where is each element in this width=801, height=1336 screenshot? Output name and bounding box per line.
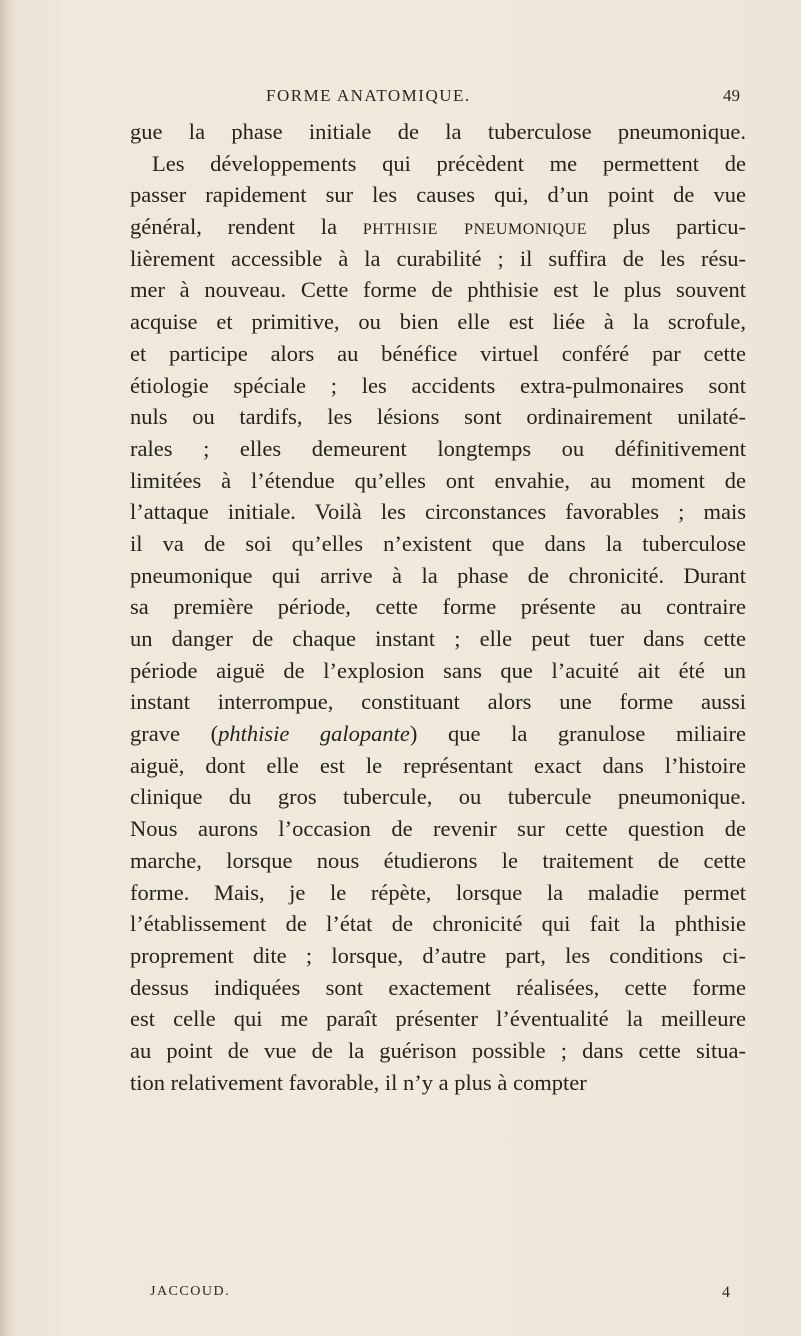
page-header bbox=[120, 86, 740, 110]
text-line: passer rapidement sur les causes qui, d’un point de vue bbox=[130, 182, 746, 208]
text-line: période aiguë de l’explosion sans que l’acuité ait été un bbox=[130, 657, 746, 683]
page-footer bbox=[150, 1284, 730, 1304]
smallcaps-term: phthisie pneumonique bbox=[362, 214, 588, 240]
text-line: pneumonique qui arrive à la phase de chronicité. Durant bbox=[130, 562, 746, 588]
running-head: FORME ANATOMIQUE. bbox=[266, 86, 471, 105]
text-line: proprement dite ; lorsque, d’autre part, les conditions ci- bbox=[130, 942, 746, 968]
text-segment: général, rendent la bbox=[130, 214, 363, 240]
signature-author: JACCOUD. bbox=[150, 1284, 231, 1299]
text-line: instant interrompue, constituant alors une forme aussi bbox=[130, 689, 746, 715]
signature-mark: 4 bbox=[722, 1284, 730, 1301]
text-line: rales ; elles demeurent longtemps ou définitivement bbox=[130, 435, 746, 461]
text-line: nuls ou tardifs, les lésions sont ordinairement unilaté- bbox=[130, 404, 746, 430]
text-line bbox=[130, 718, 746, 750]
text-line: tion relativement favorable, il n’y a plus à compter bbox=[130, 1069, 587, 1095]
text-line: gue la phase initiale de la tuberculose pneumonique. bbox=[130, 119, 746, 144]
text-line: Les développements qui précèdent me permettent de bbox=[152, 150, 746, 176]
text-line: mer à nouveau. Cette forme de phthisie est le plus souvent bbox=[130, 277, 746, 303]
text-line: dessus indiquées sont exactement réalisées, cette forme bbox=[130, 974, 746, 1000]
text-segment: grave ( bbox=[130, 721, 219, 747]
text-segment: ) que la granulose miliaire bbox=[409, 721, 746, 747]
text-line: Nous aurons l’occasion de revenir sur cette question de bbox=[130, 816, 746, 842]
text-line: est celle qui me paraît présenter l’éventualité la meilleure bbox=[130, 1006, 746, 1032]
body-text bbox=[130, 116, 746, 1098]
text-line: l’attaque initiale. Voilà les circonstances favorables ; mais bbox=[130, 499, 746, 525]
text-line: un danger de chaque instant ; elle peut tuer dans cette bbox=[130, 626, 746, 651]
text-line: au point de vue de la guérison possible ; dans cette situa- bbox=[130, 1037, 746, 1063]
text-segment: plus particu- bbox=[587, 214, 746, 240]
text-line: sa première période, cette forme présente au contraire bbox=[130, 594, 746, 620]
text-line: forme. Mais, je le répète, lorsque la maladie permet bbox=[130, 879, 746, 905]
text-line: limitées à l’étendue qu’elles ont envahie, au moment de bbox=[130, 467, 746, 493]
binding-edge bbox=[0, 0, 14, 1336]
text-line: étiologie spéciale ; les accidents extra-pulmonaires sont bbox=[130, 372, 746, 398]
page-number: 49 bbox=[723, 86, 740, 105]
text-line: clinique du gros tubercule, ou tubercule pneumonique. bbox=[130, 784, 746, 810]
text-line: marche, lorsque nous étudierons le traitement de cette bbox=[130, 847, 746, 873]
italic-term: phthisie galopante bbox=[218, 721, 410, 747]
text-line: et participe alors au bénéfice virtuel conféré par cette bbox=[130, 340, 746, 366]
text-line: aiguë, dont elle est le représentant exact dans l’histoire bbox=[130, 752, 746, 778]
text-line bbox=[130, 211, 746, 243]
text-line: lièrement accessible à la curabilité ; il suffira de les résu- bbox=[130, 245, 746, 271]
text-line: acquise et primitive, ou bien elle est liée à la scrofule, bbox=[130, 309, 746, 335]
text-line: il va de soi qu’elles n’existent que dans la tuberculose bbox=[130, 530, 746, 556]
text-line: l’établissement de l’état de chronicité qui fait la phthisie bbox=[130, 911, 746, 937]
